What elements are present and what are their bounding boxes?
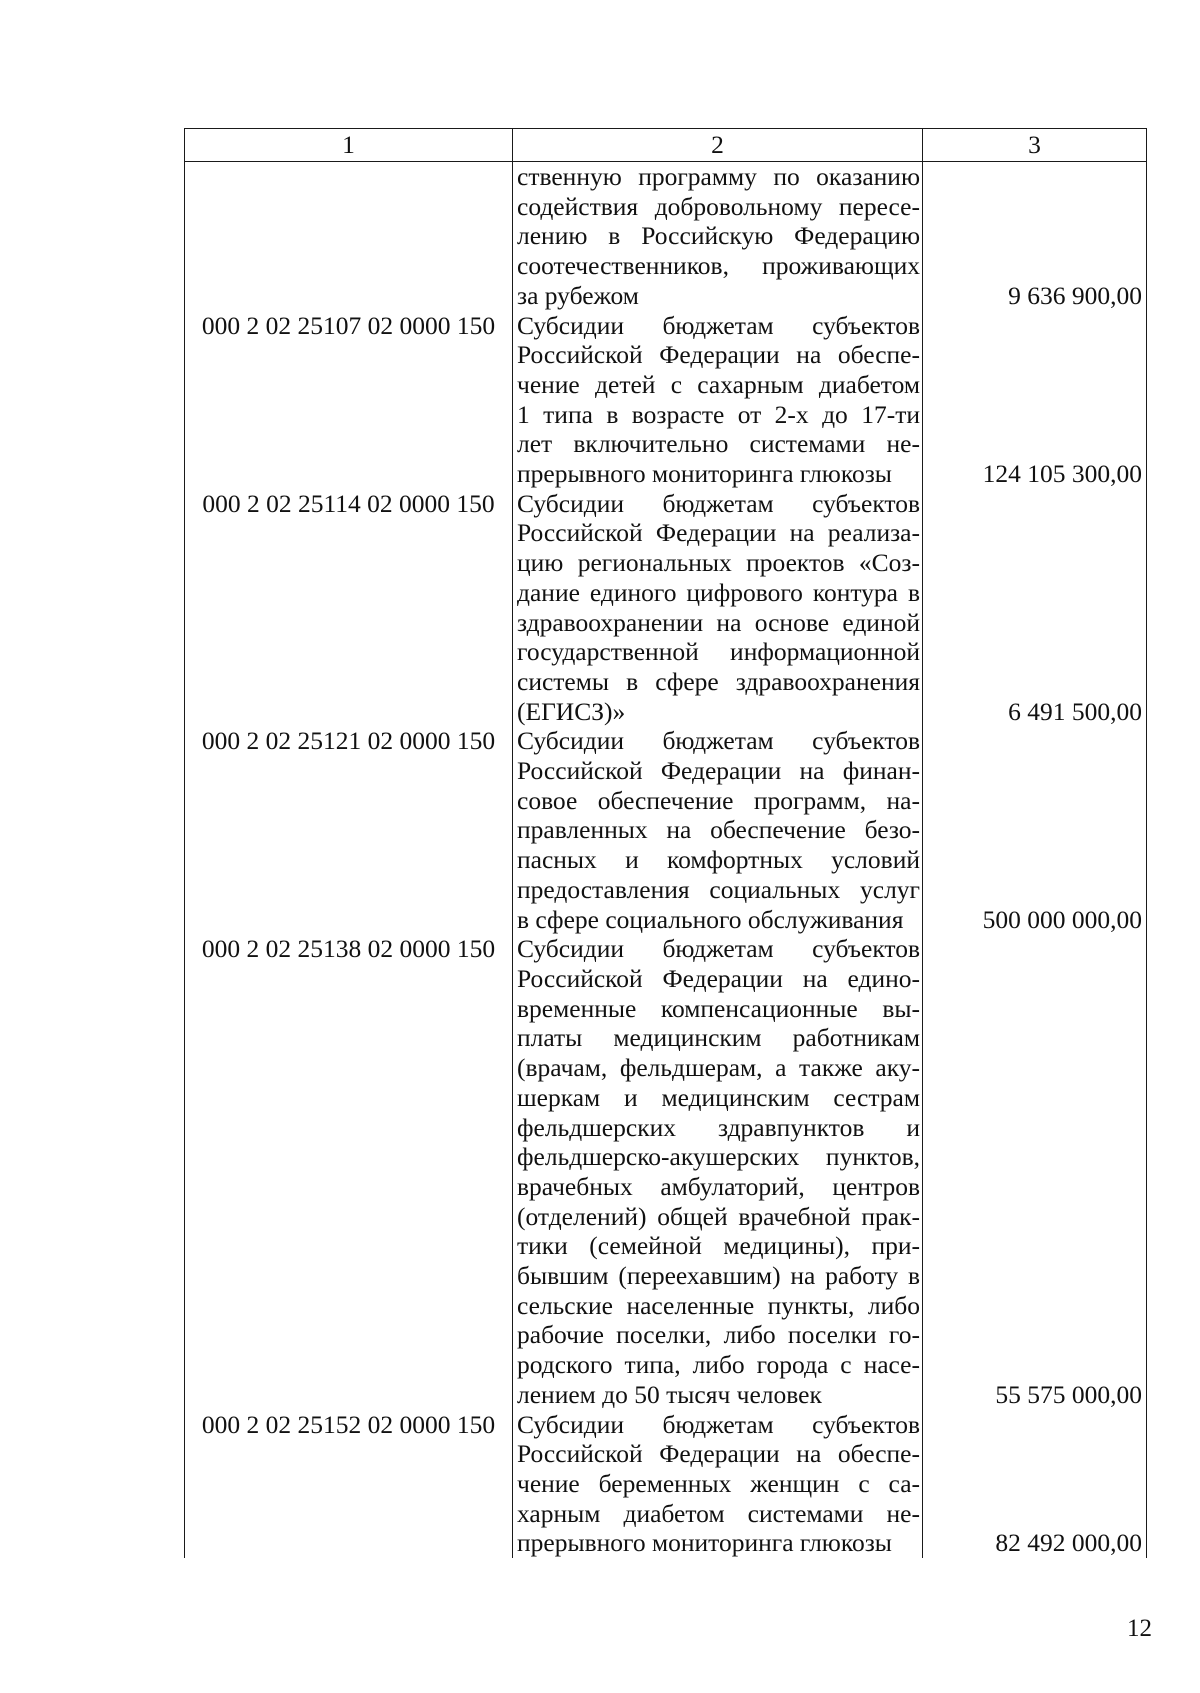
table-row <box>185 1410 1147 1559</box>
description-line: чение беременных женщин с са- <box>517 1468 920 1498</box>
description-line: (ЕГИСЗ)» <box>517 696 626 726</box>
description-line: прерывного мониторинга глюкозы <box>517 1528 892 1558</box>
amount-cell: 500 000 000,00 <box>923 726 1147 934</box>
description-line: правленных на обеспечение безо- <box>517 815 920 845</box>
budget-code-cell <box>185 162 513 311</box>
budget-code-cell: 000 2 02 25114 02 0000 150 <box>185 489 513 727</box>
table-body <box>185 162 1147 1559</box>
description-cell <box>513 489 923 727</box>
description-line: совое обеспечение программ, на- <box>517 785 920 815</box>
amount-cell: 6 491 500,00 <box>923 489 1147 727</box>
table-row <box>185 311 1147 489</box>
amount-cell: 124 105 300,00 <box>923 311 1147 489</box>
description-line: (отделений) общей врачебной прак- <box>517 1201 920 1231</box>
description-line: фельдшерско-акушерских пунктов, <box>517 1142 920 1172</box>
description-line: содействия добровольному пересе- <box>517 191 920 221</box>
description-line: Субсидии бюджетам субъектов <box>517 310 920 340</box>
column-header-1: 1 <box>185 129 513 162</box>
description-cell <box>513 311 923 489</box>
description-line: родского типа, либо города с насе- <box>517 1350 920 1380</box>
description-line: дание единого цифрового контура в <box>517 577 920 607</box>
description-line: шеркам и медицинским сестрам <box>517 1082 920 1112</box>
description-cell <box>513 934 923 1409</box>
description-line: рабочие поселки, либо поселки го- <box>517 1320 920 1350</box>
budget-code-cell: 000 2 02 25152 02 0000 150 <box>185 1410 513 1559</box>
description-cell <box>513 162 923 311</box>
description-line: ственную программу по оказанию <box>517 162 920 191</box>
description-line: харным диабетом системами не- <box>517 1498 920 1528</box>
description-line: 1 типа в возрасте от 2-х до 17-ти <box>517 399 920 429</box>
amount-cell: 82 492 000,00 <box>923 1410 1147 1559</box>
description-line: Российской Федерации на обеспе- <box>517 1439 920 1469</box>
description-line: Субсидии бюджетам субъектов <box>517 1409 920 1439</box>
table-row <box>185 162 1147 311</box>
budget-code-cell: 000 2 02 25138 02 0000 150 <box>185 934 513 1409</box>
description-line: тики (семейной медицины), при- <box>517 1231 920 1261</box>
description-line: здравоохранении на основе единой <box>517 607 920 637</box>
description-line: бывшим (переехавшим) на работу в <box>517 1261 920 1291</box>
description-line: сельские населенные пункты, либо <box>517 1290 920 1320</box>
description-line: за рубежом <box>517 280 639 310</box>
description-line: (врачам, фельдшерам, а также аку- <box>517 1053 920 1083</box>
description-line: врачебных амбулаторий, центров <box>517 1171 920 1201</box>
description-line: соотечественников, проживающих <box>517 251 920 281</box>
description-line: лет включительно системами не- <box>517 429 920 459</box>
description-cell <box>513 726 923 934</box>
description-line: Российской Федерации на едино- <box>517 963 920 993</box>
table-row <box>185 934 1147 1409</box>
amount-cell: 55 575 000,00 <box>923 934 1147 1409</box>
description-line: государственной информационной <box>517 637 920 667</box>
description-line: системы в сфере здравоохранения <box>517 666 920 696</box>
page-number: 12 <box>1127 1615 1152 1642</box>
description-line: лением до 50 тысяч человек <box>517 1379 822 1409</box>
amount-cell: 9 636 900,00 <box>923 162 1147 311</box>
budget-table <box>184 128 1147 1558</box>
column-header-2: 2 <box>513 129 923 162</box>
description-line: Российской Федерации на реализа- <box>517 518 920 548</box>
description-cell <box>513 1410 923 1559</box>
table-header-row <box>185 129 1147 162</box>
description-line: Российской Федерации на финан- <box>517 756 920 786</box>
description-line: Российской Федерации на обеспе- <box>517 340 920 370</box>
description-line: Субсидии бюджетам субъектов <box>517 934 920 964</box>
description-line: платы медицинским работникам <box>517 1023 920 1053</box>
description-line: в сфере социального обслуживания <box>517 904 904 934</box>
table-row <box>185 726 1147 934</box>
description-line: пасных и комфортных условий <box>517 845 920 875</box>
description-line: Субсидии бюджетам субъектов <box>517 488 920 518</box>
description-line: Субсидии бюджетам субъектов <box>517 726 920 756</box>
description-line: лению в Российскую Федерацию <box>517 221 920 251</box>
budget-code-cell: 000 2 02 25107 02 0000 150 <box>185 311 513 489</box>
description-line: чение детей с сахарным диабетом <box>517 369 920 399</box>
table-row <box>185 489 1147 727</box>
description-line: предоставления социальных услуг <box>517 874 920 904</box>
column-header-3: 3 <box>923 129 1147 162</box>
budget-code-cell: 000 2 02 25121 02 0000 150 <box>185 726 513 934</box>
description-line: временные компенсационные вы- <box>517 993 920 1023</box>
description-line: прерывного мониторинга глюкозы <box>517 459 892 489</box>
description-line: цию региональных проектов «Соз- <box>517 548 920 578</box>
description-line: фельдшерских здравпунктов и <box>517 1112 920 1142</box>
